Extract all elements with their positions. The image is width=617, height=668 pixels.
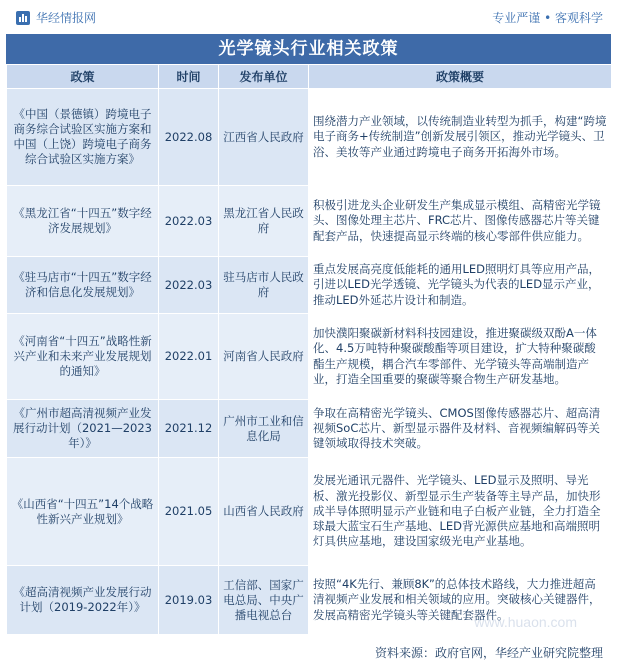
issuer-cell: 河南省人民政府 (219, 314, 309, 400)
summary-cell: 按照“4K先行、兼顾8K”的总体技术路线，大力推进超高清视频产业发展和相关领域的应用。突破核心关键器件，发展高精密光学镜头等关键配套器件。 (309, 566, 612, 635)
issuer-cell: 山西省人民政府 (219, 458, 309, 566)
policy-cell: 《河南省“十四五”战略性新兴产业和未来产业发展规划的通知》 (7, 314, 159, 400)
time-cell: 2022.03 (159, 257, 219, 314)
summary-cell: 加快濮阳聚碳新材料科技园建设，推进聚碳级双酚A一体化、4.5万吨特种聚碳酸酯等项目建设，扩大特种聚碳酸酯生产规模，耦合汽车零部件、光学镜头等高端制造产业，打造全国重要的聚碳等聚合物生产研发基地。 (309, 314, 612, 400)
table-row (7, 458, 612, 566)
brand-logo-icon (16, 11, 30, 25)
policy-cell: 《广州市超高清视频产业发展行动计划（2021—2023年）》 (7, 400, 159, 458)
issuer-cell: 江西省人民政府 (219, 89, 309, 186)
time-cell: 2019.03 (159, 566, 219, 635)
policy-cell: 《中国（景德镇）跨境电子商务综合试验区实施方案和中国（上饶）跨境电子商务综合试验区实施方案》 (7, 89, 159, 186)
brand-name: 华经情报网 (36, 11, 97, 25)
header-summary: 政策概要 (309, 65, 612, 89)
policy-cell: 《驻马店市“十四五”数字经济和信息化发展规划》 (7, 257, 159, 314)
issuer-cell: 工信部、国家广电总局、中央广播电视总台 (219, 566, 309, 635)
top-bar (0, 0, 617, 34)
table-row (7, 186, 612, 257)
time-cell: 2022.01 (159, 314, 219, 400)
table-row (7, 89, 612, 186)
policy-cell: 《山西省“十四五”14个战略性新兴产业规划》 (7, 458, 159, 566)
policy-table (6, 64, 612, 635)
summary-cell: 争取在高精密光学镜头、CMOS图像传感器芯片、超高清视频SoC芯片、新型显示器件及材料、音视频编解码等关键领域取得技术突破。 (309, 400, 612, 458)
time-cell: 2021.05 (159, 458, 219, 566)
table-header-row (7, 65, 612, 89)
issuer-cell: 黑龙江省人民政府 (219, 186, 309, 257)
brand (16, 9, 96, 26)
time-cell: 2021.12 (159, 400, 219, 458)
header-issuer: 发布单位 (219, 65, 309, 89)
issuer-cell: 广州市工业和信息化局 (219, 400, 309, 458)
table-row (7, 314, 612, 400)
watermark: www.huaon.com (474, 614, 577, 630)
summary-cell: 发展光通讯元器件、光学镜头、LED显示及照明、导光板、激光投影仪、新型显示生产装备等主导产品，加快形成半导体照明显示产业链和电子白板产业链，全力打造全球最大蓝宝石生产基地、LED背光源供应基地和高端照明灯具供应基地，建设国家级光电产业基地。 (309, 458, 612, 566)
time-cell: 2022.08 (159, 89, 219, 186)
header-time: 时间 (159, 65, 219, 89)
policy-cell: 《黑龙江省“十四五”数字经济发展规划》 (7, 186, 159, 257)
header-policy: 政策 (7, 65, 159, 89)
summary-cell: 重点发展高亮度低能耗的通用LED照明灯具等应用产品，引进以LED光学透镜、光学镜头为代表的LED显示产业，推动LED外延芯片设计和制造。 (309, 257, 612, 314)
summary-cell: 围绕潜力产业领域，以传统制造业转型为抓手，构建“跨境电子商务+传统制造”创新发展引领区，推动光学镜头、卫浴、美妆等产业通过跨境电子商务开拓海外市场。 (309, 89, 612, 186)
source-note: 资料来源：政府官网，华经产业研究院整理 (374, 646, 603, 660)
summary-cell: 积极引进龙头企业研发生产集成显示模组、高精密光学镜头、图像处理主芯片、FRC芯片、图像传感器芯片等关键配套产品，快速提高显示终端的核心零部件供应能力。 (309, 186, 612, 257)
table-row (7, 400, 612, 458)
table-title: 光学镜头行业相关政策 (6, 34, 611, 64)
brand-slogan: 专业严谨 • 客观科学 (492, 11, 603, 25)
table-row (7, 257, 612, 314)
time-cell: 2022.03 (159, 186, 219, 257)
issuer-cell: 驻马店市人民政府 (219, 257, 309, 314)
policy-cell: 《超高清视频产业发展行动计划（2019-2022年）》 (7, 566, 159, 635)
footer (0, 640, 617, 668)
